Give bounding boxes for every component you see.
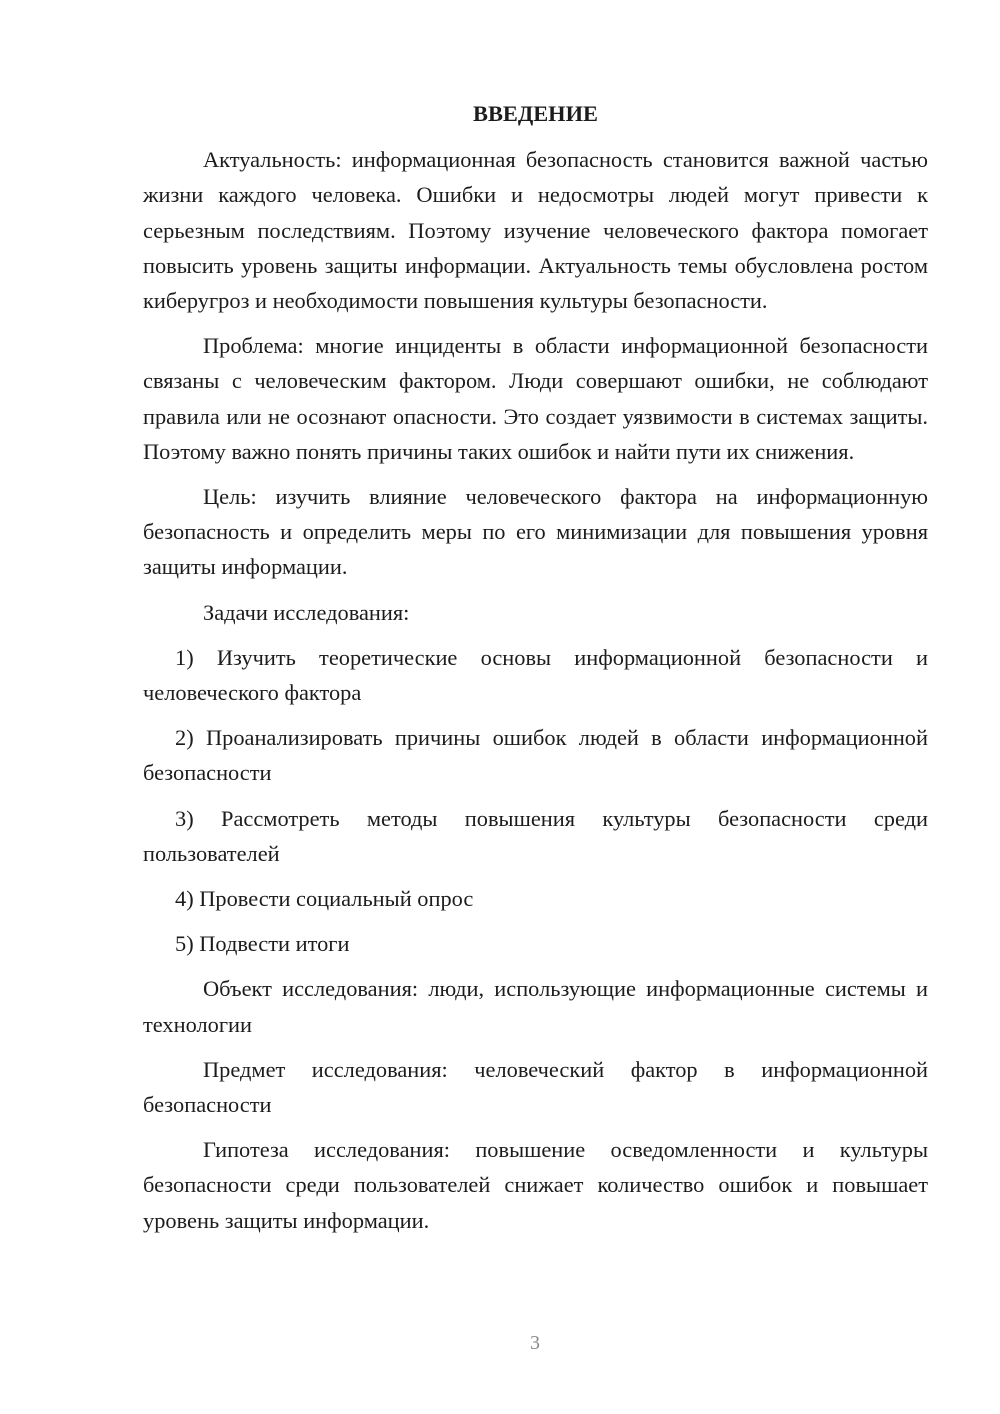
page-content xyxy=(143,96,928,1248)
page-number: 3 xyxy=(530,1332,540,1354)
paragraph-goal: Цель: изучить влияние человеческого фактора на информационную безопасность и определить меры по его минимизации для повышения уровня защиты информации. xyxy=(143,484,928,580)
paragraph-relevance: Актуальность: информационная безопасность становится важной частью жизни каждого человека. Ошибки и недосмотры людей могут привести к серьезным последствиям. Поэтому изучение человеческого фактора помогает повысить уровень защиты информации. Актуальность темы обусловлена ростом киберугроз и необходимости повышения культуры безопасности. xyxy=(143,147,928,314)
task-item-1: 1) Изучить теоретические основы информационной безопасности и человеческого фактора xyxy=(143,644,928,706)
task-item-3: 3) Рассмотреть методы повышения культуры безопасности среди пользователей xyxy=(143,805,928,866)
paragraph-problem: Проблема: многие инциденты в области информационной безопасности связаны с человеческим фактором. Люди совершают ошибки, не соблюдают правила или не осознают опасности. Это создает уязвимости в системах защиты. Поэтому важно понять причины таких ошибок и найти пути их снижения. xyxy=(143,333,928,464)
paragraph-subject: Предмет исследования: человеческий фактор в информационной безопасности xyxy=(143,1056,928,1118)
task-item-5: 5) Подвести итоги xyxy=(175,931,350,957)
paragraph-object: Объект исследования: люди, использующие информационные системы и технологии xyxy=(143,976,928,1037)
task-item-4: 4) Провести социальный опрос xyxy=(175,886,474,912)
task-item-2: 2) Проанализировать причины ошибок людей в области информационной безопасности xyxy=(143,725,928,786)
tasks-heading: Задачи исследования: xyxy=(203,599,410,625)
paragraph-hypothesis: Гипотеза исследования: повышение осведомленности и культуры безопасности среди пользователей снижает количество ошибок и повышает уровень защиты информации. xyxy=(143,1137,928,1233)
page-title: ВВЕДЕНИЕ xyxy=(473,101,598,126)
